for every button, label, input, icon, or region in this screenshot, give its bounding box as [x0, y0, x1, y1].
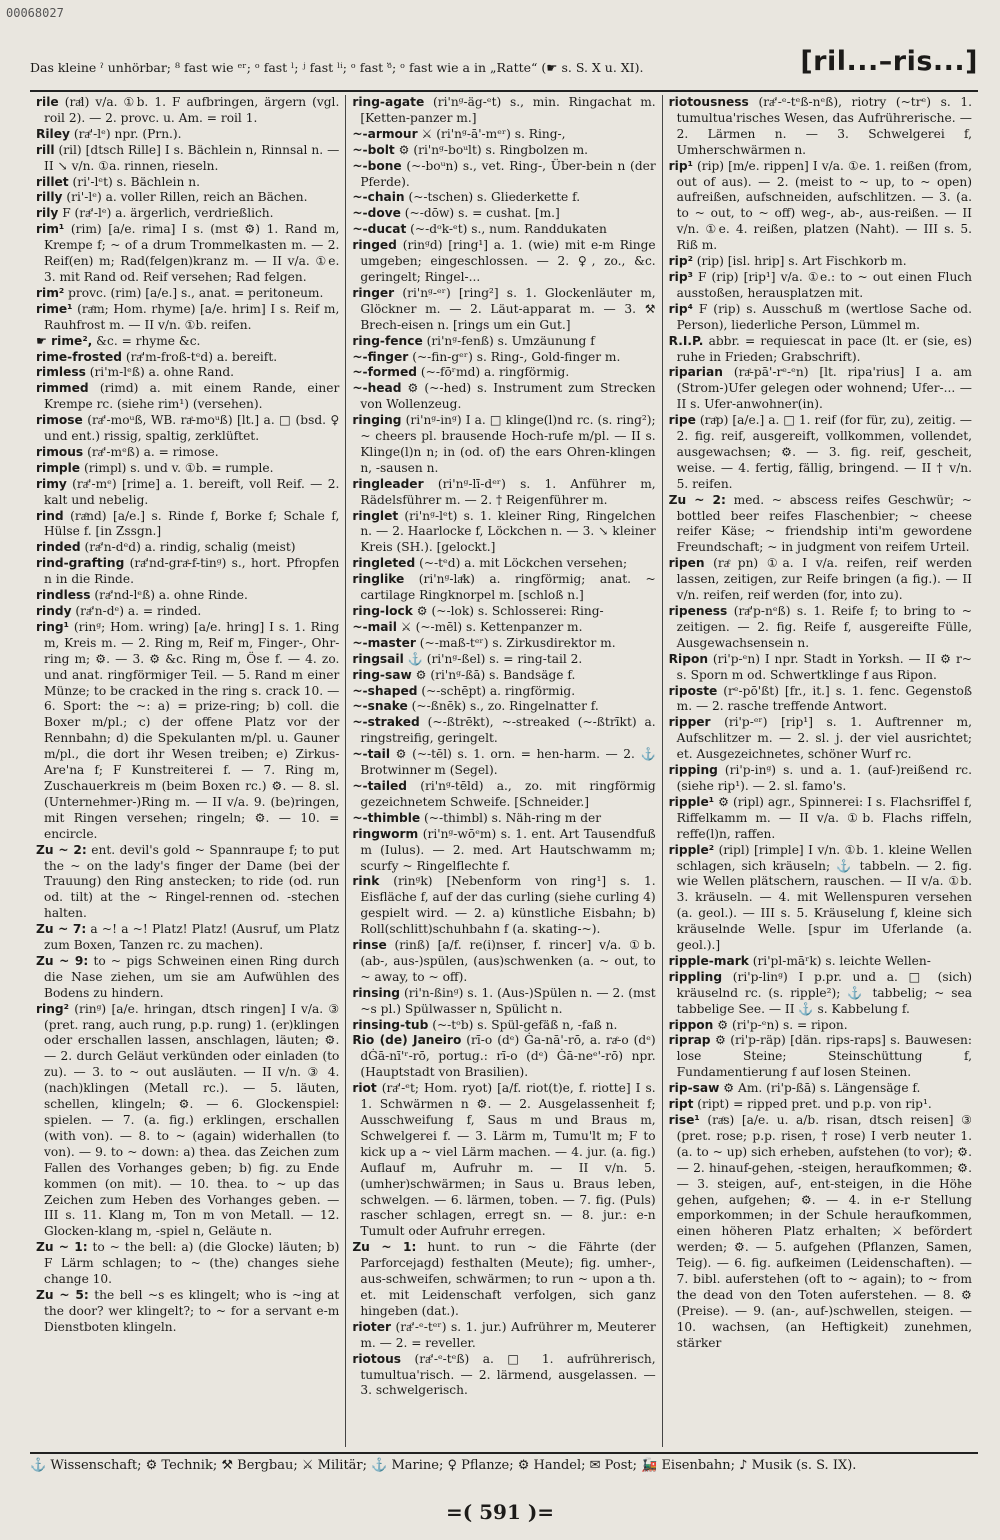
dictionary-entry: [352, 1081, 655, 1240]
dictionary-entry: [352, 620, 655, 636]
headword: ringsail: [352, 651, 404, 666]
definition: (raͤ'-ᵉ-tᵉʳ) s. 1. jur.) Aufrührer m, Meuterer m. — 2. = reveller.: [360, 1319, 656, 1350]
headword: ripe: [668, 413, 696, 428]
definition: F (rip) [rip¹] v/a. ①e.: to ~ out einen Fluch ausstoßen, herausplatzen mit.: [676, 269, 972, 300]
dictionary-entry: [36, 222, 339, 286]
column-2: [346, 95, 662, 1447]
headword: rily: [36, 206, 59, 221]
dictionary-entry: [669, 1097, 972, 1113]
headword: riposte: [668, 683, 718, 698]
definition: (raͤ'n-dᵉd) a. rindig, schalig (meist): [84, 540, 296, 555]
dictionary-entry: [352, 1240, 655, 1320]
dictionary-entry: [36, 127, 339, 143]
definition: (~-boᵘn) s., vet. Ring-, Über-bein n (der Pferde).: [360, 158, 656, 189]
definition: (ri'nᵍ-laͤk) a. ringförmig; anat. ~ cartilage Ringknorpel m. [schloß n.]: [360, 572, 656, 603]
headword: Zu ~ 1:: [36, 1240, 88, 1255]
headword: ring-agate: [352, 95, 425, 109]
headword: ~-head: [352, 381, 402, 396]
headword: rime¹: [36, 301, 73, 316]
headword: rink: [352, 874, 380, 889]
dictionary-entry: [669, 715, 972, 763]
headword: riot: [352, 1081, 377, 1096]
headword: rimple: [36, 460, 81, 475]
headword: ripple²: [668, 842, 715, 857]
definition: (raͤ'nd-lᵉß) a. ohne Rinde.: [94, 588, 248, 603]
dictionary-entry: [36, 206, 339, 222]
definition: (ri'nᵍ-äg-ᵉt) s., min. Ringachat m. [Ketten-panzer m.]: [360, 95, 656, 125]
dictionary-entry: [36, 95, 339, 127]
headword: rip-saw: [668, 1081, 720, 1096]
dictionary-entry: [352, 334, 655, 350]
headword: ripeness: [668, 604, 728, 618]
headword: riprap: [668, 1033, 711, 1048]
headword: Riley: [36, 126, 70, 141]
definition: (~-ßtrēkt), ~-streaked (~-ßtrīkt) a. ringstreifig, geringelt.: [360, 715, 656, 746]
definition: ⚓ (ri'nᵍ-ßel) s. = ring-tail 2.: [407, 651, 583, 666]
headword: rile: [36, 95, 59, 109]
dictionary-entry: [352, 572, 655, 604]
headword: rindy: [36, 604, 72, 618]
dictionary-entry: [669, 95, 972, 159]
dictionary-entry: [36, 620, 339, 843]
dictionary-entry: [352, 143, 655, 159]
headword: rill: [36, 142, 55, 157]
definition: (~-tschen) s. Gliederkette f.: [408, 190, 581, 205]
definition: ⚔ (~-mēl) s. Kettenpanzer m.: [400, 619, 583, 634]
headword: ~-snake: [352, 699, 408, 714]
headword: ~-bone: [352, 158, 402, 173]
headword: ringer: [352, 285, 395, 300]
dictionary-entry: [352, 652, 655, 668]
headword: ringworm: [352, 826, 419, 841]
definition: (ri'-lᵉt) s. Bächlein n.: [72, 174, 200, 189]
dictionary-entry: [36, 365, 339, 381]
definition: (raͤ'-lᵉ) npr. (Prn.).: [73, 126, 182, 141]
dictionary-entry: [36, 1002, 339, 1241]
definition: (ri'nᵍ-tēld) a., zo. mit ringförmig gezeichnetem Schweife. [Schneider.]: [360, 778, 656, 809]
dictionary-entry: [669, 270, 972, 302]
definition: (ri'nᵍ-wōᵉm) s. 1. ent. Art Tausendfuß m (Iulus). — 2. med. Art Hautschwamm m; scurfy ~ Ringelflechte f.: [360, 826, 656, 873]
headword: ring-saw: [352, 667, 412, 682]
dictionary-entry: [352, 1352, 655, 1400]
headword: ~-straked: [352, 715, 420, 730]
dictionary-entry: [352, 95, 655, 127]
definition: hunt. to run ~ die Fährte (der Parforcejagd) festhalten (Meute); fig. umher-, aus-schweifen, schwärmen; to run ~ upon a th. et. mit Leidenschaft verfolgen, sich ganz hingeben (dat.).: [360, 1240, 656, 1318]
headword: R.I.P.: [668, 333, 704, 348]
definition: (raͤ'-moᵘß, WB. raͤ-moᵘß) [lt.] a. □ (bsd. ♀ und ent.) rissig, spaltig, zerklüftet.: [44, 413, 340, 444]
dictionary-entry: [352, 159, 655, 191]
dictionary-entry: [36, 588, 339, 604]
definition: (raͤm; Hom. rhyme) [a/e. hrim] I s. Reif m, Rauhfrost m. — II v/n. ①b. reifen.: [44, 301, 340, 332]
headword: ring-lock: [352, 604, 413, 618]
headword: ripple-mark: [668, 953, 749, 968]
definition: (~-schēpt) a. ringförmig.: [421, 683, 576, 698]
dictionary-entry: [669, 493, 972, 557]
dictionary-entry: [352, 668, 655, 684]
definition: F (rip) s. Ausschuß m (wertlose Sache od. Person), liederliche Person, Lümmel m.: [676, 301, 972, 332]
guide-words: [ril...–ris...]: [800, 46, 978, 77]
definition: (ri'nᵍ-fenß) s. Umzäunung f: [426, 333, 595, 348]
definition: (ri'nᵍ-ᵉʳ) [ring²] s. 1. Glockenläuter m, Glöckner m. — 2. Läut-apparat m. — 3. ⚒ Brech-eisen n. [rings um ein Gut.]: [360, 285, 656, 332]
headword: ringing: [352, 413, 402, 428]
column-1: [30, 95, 346, 1447]
definition: (ri'p-ᵉʳ) [rip¹] s. 1. Auftrenner m, Aufschlitzer m. — 2. sl. j. der viel ausrichtet; et. Ausgezeichnetes, schöner Wurf rc.: [676, 715, 972, 762]
definition: the bell ~s es klingelt; who is ~ing at the door? wer klingelt?; to ~ for a servant e-m Dienstboten klingeln.: [44, 1287, 340, 1334]
headword: ripen: [668, 556, 705, 571]
definition: ⚙ Am. (ri'p-ßā) s. Längensäge f.: [723, 1081, 921, 1096]
dictionary-entry: [36, 954, 339, 1002]
dictionary-entry: [352, 365, 655, 381]
dictionary-entry: [36, 175, 339, 191]
dictionary-columns: [30, 95, 978, 1447]
headword: rip⁴: [668, 301, 693, 316]
headword: rind: [36, 508, 64, 523]
headword: rip¹: [668, 158, 693, 173]
dictionary-entry: [352, 190, 655, 206]
dictionary-entry: [669, 159, 972, 254]
dictionary-entry: [36, 540, 339, 556]
dictionary-entry: [352, 986, 655, 1018]
dictionary-entry: [352, 477, 655, 509]
headword: ring¹: [36, 619, 69, 634]
dictionary-entry: [352, 1033, 655, 1081]
definition: &c. = rhyme &c.: [96, 333, 201, 348]
definition: (rinᵍ) [a/e. hringan, dtsch ringen] I v/a. ③ (pret. rang, auch rung, p.p. rung) 1. (er)klingen oder erschallen lassen, anschlagen, läuten; ⚙. — 2. durch Geläut verkünden oder einladen (to zu). — 3. to ~ out ausläuten. — II v/n. ③ 4. (nach)klingen (Metall rc.). — 5. läuten, schellen, klingeln; ⚙. — 6. Glockenspiel: spielen. — 7. (a. fig.) erklingen, erschallen (with von). — 8. to ~ (again) widerhallen (to von). — 9. to ~ down: a) thea. das Zeichen zum Fallen des Vorhanges geben; b) fig. zu Ende kommen (on mit). — 10. thea. to ~ up das Zeichen zum Heben des Vorhanges geben. — III s. 11. Klang m, Ton m von Metall. — 12. Glocken-klang m, -spiel n, Geläute n.: [44, 1001, 340, 1239]
headword: ~-mail: [352, 619, 397, 634]
dictionary-entry: [36, 461, 339, 477]
definition: (raͤ'-mᵉß) a. = rimose.: [87, 444, 219, 459]
headword: Ripon: [668, 651, 708, 666]
dictionary-entry: [352, 827, 655, 875]
dictionary-entry: [669, 302, 972, 334]
definition: ⚙ (~-tēl) s. 1. orn. = hen-harm. — 2. ⚓ Brotwinner m (Segel).: [360, 747, 656, 778]
footer-rule: [30, 1452, 978, 1454]
definition: (ri'p-linᵍ) I p.pr. und a. □ (sich) kräuselnd rc. (s. ripple²); ⚓ tabbelig; ~ sea tabbelige See. — II ⚓ s. Kabbelung f.: [676, 969, 972, 1016]
definition: ent. devil's gold ~ Spannraupe f; to put the ~ on the lady's finger der Dame (bei der Trauung) den Ring anstecken; to ride (od. run od. tilt) at the ~ Ringel-rennen od. -stechen halten.: [44, 842, 340, 921]
headword: rind-grafting: [36, 556, 125, 571]
dictionary-entry: [352, 699, 655, 715]
dictionary-entry: [669, 334, 972, 366]
definition: ⚙ (ri'p-ᵉn) s. = ripon.: [717, 1017, 848, 1032]
definition: (raͤ'-ᵉ-tᵉß-nᵉß), riotry (~trᵉ) s. 1. tumultua'risches Wesen, das Aufrührerische. — 2. Lärmen n. — 3. Schwelgerei f, Umherschwärmen n.: [676, 95, 972, 157]
dictionary-entry: [669, 365, 972, 413]
dictionary-entry: [352, 779, 655, 811]
definition: (~-dōw) s. = cushat. [m.]: [404, 206, 560, 221]
definition: (ri'nᵍ-lᵉt) s. 1. kleiner Ring, Ringelchen n. — 2. Haarlocke f, Löckchen n. — 3. ↘ kleiner Kreis (SH.). [gelockt.]: [360, 508, 656, 555]
dictionary-entry: [36, 843, 339, 923]
headword: rippling: [668, 969, 723, 984]
definition: (rinᵍ; Hom. wring) [a/e. hring] I s. 1. Ring m, Kreis m. — 2. Ring m, Reif m, Finger-, Ohr-ring m; ⚙. — 3. ⚙ &c. Ring m, Öse f. — 4. zo. und anat. ringförmiger Teil. — 5. Rand m einer Münze; to be cracked in the ring s. crack 10. — 6. Sport: the ~: a) = prize-ring; b) coll. die Boxer m/pl.; c) der offene Platz vor der Rennbahn; d) die Spekulanten m/pl. u. Gauner m/pl., die dort ihr Wesen treiben; e) Zirkus-Are'na f; F Kunstreiterei f. — 7. Ring m, Zuschauerkreis m (beim Boxen rc.) ⚙. — 8. sl. (Unternehmer-)Ring m. — II v/a. 9. (be)ringen, mit Ringen versehen; ringeln; ⚙. — 10. = encircle.: [44, 619, 340, 841]
dictionary-entry: [36, 413, 339, 445]
definition: abbr. = requiescat in pace (lt. er (sie, es) ruhe in Frieden; Grabschrift).: [676, 333, 972, 364]
definition: (raͤl) v/a. ①b. 1. F aufbringen, ärgern (vgl. roil 2). — 2. provc. u. Am. = roil 1.: [44, 95, 340, 125]
dictionary-entry: [36, 381, 339, 413]
definition: (ril) [dtsch Rille] I s. Bächlein n, Rinnsal n. — II ↘ v/n. ①a. rinnen, rieseln.: [44, 142, 340, 173]
headword: Zu ~ 2:: [668, 492, 726, 507]
definition: (ript) = ripped pret. und p.p. von rip¹.: [697, 1097, 932, 1112]
headword: rinsing-tub: [352, 1017, 429, 1032]
definition: (raͤp) [a/e.] a. □ 1. reif (for für, zu), zeitig. — 2. fig. reif, ausgereift, vollkommen, vollendet, ausgewachsen; ⚙. — 3. fig. reif, gescheit, weise. — 4. fertig, fällig, bringend. — II † v/n. 5. reifen.: [676, 413, 972, 491]
headword: ~-armour: [352, 126, 418, 141]
dictionary-entry: [352, 381, 655, 413]
headword: rioter: [352, 1319, 391, 1334]
definition: (raͤs) [a/e. u. a/b. risan, dtsch reisen] ③ (pret. rose; p.p. risen, † rose) I verb neuter 1. (a. to ~ up) sich erheben, aufstehen (to vor); ⚙. — 2. hinauf-gehen, -steigen, heraufkommen; ⚙. — 3. steigen, auf-, ent-steigen, in die Höhe gehen, aufgehen; ⚙. — 4. in e-r Stellung emporkommen; in der Schule heraufkommen, einen höheren Platz erhalten; ⚔ befördert werden; ⚙. — 5. aufgehen (Pflanzen, Samen, Teig). — 6. fig. aufkeimen (Leidenschaften). — 7. bibl. auferstehen (oft to ~ again); to ~ from the dead von den Toten auferstehen. — 8. ⚙ (Preise). — 9. (an-, auf-)schwellen, steigen. — 10. wachsen, (an Heftigkeit) zunehmen, stärker: [676, 1113, 972, 1350]
headword: ☛ rime²,: [36, 333, 93, 348]
headword: ~-finger: [352, 349, 409, 364]
column-3: [663, 95, 978, 1447]
definition: ⚙ (~-lok) s. Schlosserei: Ring-: [416, 604, 604, 618]
dictionary-entry: [669, 843, 972, 954]
definition: (ri'nᵍ-inᵍ) I a. □ klinge(l)nd rc. (s. ring²); ~ cheers pl. brausende Hoch-rufe m/pl. — II s. Klinge(l)n n; in (od. of) the ears Ohren-klingen n, -sausen n.: [360, 413, 656, 475]
dictionary-entry: [36, 477, 339, 509]
headword: Zu ~ 7:: [36, 922, 87, 937]
headword: rinse: [352, 938, 387, 953]
dictionary-entry: [669, 763, 972, 795]
dictionary-entry: [669, 652, 972, 684]
headword: Zu ~ 1:: [352, 1240, 417, 1255]
headword: rimose: [36, 413, 83, 428]
headword: ~-tail: [352, 747, 391, 762]
headword: rim²: [36, 285, 65, 300]
dictionary-entry: [36, 1288, 339, 1336]
definition: (raͤ'-mᵉ) [rime] a. 1. bereift, voll Reif. — 2. kalt und nebelig.: [44, 476, 340, 507]
headword: ring-fence: [352, 333, 423, 348]
definition: a ~! a ~! Platz! Platz! (Ausruf, um Platz zum Boxen, Tanzen rc. zu machen).: [44, 922, 340, 953]
dictionary-entry: [352, 604, 655, 620]
headword: rime-frosted: [36, 349, 122, 364]
headword: ~-thimble: [352, 810, 421, 825]
headword: ring²: [36, 1001, 69, 1016]
definition: (raͤ'n-dᵉ) a. = rinded.: [75, 604, 202, 618]
definition: (ri'm-lᵉß) a. ohne Rand.: [89, 365, 234, 380]
dictionary-entry: [669, 604, 972, 652]
headword: ~-formed: [352, 365, 417, 380]
definition: (~-fin-gᵉʳ) s. Ring-, Gold-finger m.: [412, 349, 621, 364]
definition: (~-fōʳmd) a. ringförmig.: [420, 365, 570, 380]
definition: provc. (rim) [a/e.] s., anat. = peritoneum.: [68, 285, 324, 300]
definition: (rip) [isl. hrip] s. Art Fischkorb m.: [696, 254, 907, 269]
dictionary-entry: [352, 874, 655, 938]
dictionary-entry: [352, 286, 655, 334]
definition: (~-dᵒk-ᵉt) s., num. Randdukaten: [410, 222, 607, 237]
definition: (raͤ-pā'-rᵉ-ᵉn) [lt. ripa'rius] I a. am (Strom-)Ufer gelegen oder wohnend; Ufer-... — II s. Ufer-anwohner(in).: [676, 365, 972, 412]
dictionary-entry: [36, 190, 339, 206]
dictionary-entry: [352, 238, 655, 286]
definition: (rī-o (dᵉ) Ġa-nā'-rō, a. raͤ-o (dᵉ) dĠā-nī'ʳ-rō, portug.: rī-o (dᵉ) Ġā-neᵉ'-rō) npr. (Hauptstadt von Brasilien).: [360, 1033, 656, 1080]
definition: (ri'nᵍ-lī-dᵉʳ) s. 1. Anführer m, Rädelsführer m. — 2. † Reigenführer m.: [360, 476, 656, 507]
definition: (~-tᵒb) s. Spül-gefäß n, -faß n.: [432, 1017, 618, 1032]
headword: ~-bolt: [352, 142, 395, 157]
dictionary-entry: [352, 1018, 655, 1034]
definition: (rinß) [a/f. re(i)nser, f. rincer] v/a. ①b. (ab-, aus-)spülen, (aus)schwenken (a. ~ out, to ~ away, to ~ off).: [360, 938, 656, 984]
definition: to ~ the bell: a) (die Glocke) läuten; b) F Lärm schlagen; to ~ (the) changes siehe change 10.: [44, 1240, 340, 1287]
dictionary-entry: [669, 1113, 972, 1352]
dictionary-entry: [352, 684, 655, 700]
dictionary-entry: [36, 604, 339, 620]
definition: to ~ pigs Schweinen einen Ring durch die Nase ziehen, um sie am Aufwühlen des Bodens zu hindern.: [44, 953, 340, 1000]
dictionary-entry: [669, 795, 972, 843]
headword: rinsing: [352, 985, 401, 1000]
headword: ~-ducat: [352, 222, 407, 237]
dictionary-entry: [669, 970, 972, 1018]
symbol-legend: ⚓ Wissenschaft; ⚙ Technik; ⚒ Bergbau; ⚔ Militär; ⚓ Marine; ♀ Pflanze; ⚙ Handel; ✉ Post; 🚂 Eisenbahn; ♪ Musik (s. S. IX).: [30, 1458, 857, 1473]
headword: ringlike: [352, 572, 405, 587]
headword: rimous: [36, 444, 84, 459]
dictionary-entry: [352, 747, 655, 779]
dictionary-entry: [669, 254, 972, 270]
dictionary-entry: [669, 954, 972, 970]
dictionary-entry: [36, 445, 339, 461]
dictionary-entry: [669, 1033, 972, 1081]
headword: rip²: [668, 254, 693, 269]
definition: (ri'p-ᵉn) I npr. Stadt in Yorksh. — II ⚙ r~ s. Sporn m od. Schwertklinge f aus Ripon.: [676, 651, 972, 682]
dictionary-entry: [352, 350, 655, 366]
headword: rillet: [36, 174, 69, 189]
definition: (~-thimbl) s. Näh-ring m der: [424, 810, 602, 825]
definition: (raͤ pn) ①a. I v/a. reifen, reif werden lassen, zeitigen, zur Reife bringen (a fig.). — II v/n. reifen, reif werden (for, into zu).: [676, 556, 972, 603]
definition: (rimd) a. mit einem Rande, einer Krempe rc. (siehe rim¹) (versehen).: [44, 381, 340, 412]
headword: rindless: [36, 588, 91, 603]
headword: Rio (de) Janeiro: [352, 1033, 462, 1048]
headword: ripple¹: [668, 794, 715, 809]
dictionary-entry: [36, 286, 339, 302]
dictionary-entry: [36, 302, 339, 334]
definition: ⚙ (ri'p-räp) [dän. rips-raps] s. Bauwesen: lose Steine; Steinschüttung f, Fundamentierung f auf losen Steinen.: [676, 1033, 972, 1080]
definition: F (raͤ'-lᵉ) a. ärgerlich, verdrießlich.: [62, 206, 274, 221]
headword: ringleted: [352, 556, 416, 571]
page-id: 00068027: [6, 6, 64, 20]
definition: (ri'p-inᵍ) s. und a. 1. (auf-)reißend rc. (siehe rip¹). — 2. sl. famo's.: [676, 763, 972, 793]
header-rule: [30, 90, 978, 92]
dictionary-entry: [36, 350, 339, 366]
headword: rimy: [36, 476, 67, 491]
dictionary-entry: [352, 556, 655, 572]
definition: (rim) [a/e. rima] I s. (mst ⚙) 1. Rand m, Krempe f; ~ of a drum Trommelkasten m. — 2. Reif(en) m; Rad(felgen)kranz m. — II v/a. ①e. 3. mit Rand od. Reif versehen; Rad felgen.: [44, 222, 340, 284]
definition: (rinᵍk) [Nebenform von ring¹] s. 1. Eisfläche f, auf der das curling (siehe curling 4) gespielt wird. — 2. a) künstliche Eisbahn; b) Roll(schlitt)schuhbahn f (a. skating-~).: [360, 874, 656, 937]
dictionary-entry: [352, 509, 655, 557]
headword: rilly: [36, 190, 63, 205]
headword: ripping: [668, 763, 718, 778]
headword: Zu ~ 5:: [36, 1287, 89, 1302]
headword: rimless: [36, 365, 86, 380]
definition: (ri'pl-māʳk) s. leichte Wellen-: [752, 953, 931, 968]
dictionary-entry: [669, 556, 972, 604]
definition: (rimpl) s. und v. ①b. = rumple.: [83, 460, 274, 475]
definition: (rinᵍd) [ring¹] a. 1. (wie) mit e-m Ringe umgeben; eingeschlossen. — 2. ♀, zo., &c. geringelt; Ringel-...: [360, 238, 656, 284]
dictionary-entry: [352, 938, 655, 986]
headword: rise¹: [668, 1113, 700, 1127]
headword: ript: [668, 1097, 694, 1112]
dictionary-entry: [36, 143, 339, 175]
dictionary-entry: [669, 1081, 972, 1097]
dictionary-entry: [36, 509, 339, 541]
definition: (~-ßnēk) s., zo. Ringelnatter f.: [411, 699, 599, 714]
definition: (raͤ'm-froß-tᵉd) a. bereift.: [125, 349, 278, 364]
headword: rimmed: [36, 381, 89, 396]
definition: (rᵉ-pō'ßt) [fr., it.] s. 1. fenc. Gegenstoß m. — 2. rasche treffende Antwort.: [676, 683, 972, 714]
dictionary-entry: [352, 206, 655, 222]
page-number: =( 591 )=: [445, 1500, 555, 1524]
definition: (ri'n-ßinᵍ) s. 1. (Aus-)Spülen n. — 2. (mst ~s pl.) Spülwasser n, Spülicht n.: [360, 985, 656, 1016]
headword: rim¹: [36, 222, 65, 237]
dictionary-entry: [352, 1320, 655, 1352]
dictionary-entry: [352, 222, 655, 238]
definition: (rip) [m/e. rippen] I v/a. ①e. 1. reißen (from, out of aus). — 2. (meist to ~ up, to ~ open) aufreißen, aufschneiden, aufschlitzen. — 3. (a. to ~ out, to ~ off) weg-, ab-, aus-reißen. — II v/n. ①e. 4. reißen, platzen (Naht). — III s. 5. Riß m.: [676, 158, 972, 253]
dictionary-entry: [669, 413, 972, 493]
dictionary-entry: [352, 636, 655, 652]
headword: riotousness: [668, 95, 749, 109]
definition: ⚙ (ripl) agr., Spinnerei: I s. Flachsriffel f, Riffelkamm m. — II v/a. ①b. Flachs riffeln, reffe(l)n, raffen.: [676, 794, 972, 841]
headword: ringed: [352, 238, 397, 253]
dictionary-entry: [36, 1240, 339, 1288]
dictionary-entry: [352, 715, 655, 747]
definition: (raͤ'p-nᵉß) s. 1. Reife f; to bring to ~ zeitigen. — 2. fig. Reife f, ausgereifte Fülle, Ausgewachsensein n.: [676, 604, 972, 650]
headword: rip³: [668, 269, 693, 284]
headword: ~-tailed: [352, 778, 407, 793]
definition: ⚙ (ri'nᵍ-ßā) s. Bandsäge f.: [415, 667, 576, 682]
page-header: [30, 46, 978, 94]
headword: ~-master: [352, 635, 416, 650]
definition: (~-maß-tᵉʳ) s. Zirkusdirektor m.: [419, 635, 616, 650]
headword: ~-chain: [352, 190, 405, 205]
definition: med. ~ abscess reifes Geschwür; ~ bottled beer reifes Flaschenbier; ~ cheese reifer Käse; ~ friendship inti'm gewordene Freundschaft; ~ in judgment von reifem Urteil.: [676, 492, 972, 555]
headword: ~-dove: [352, 206, 401, 221]
headword: riotous: [352, 1351, 402, 1366]
definition: (raͤnd) [a/e.] s. Rinde f, Borke f; Schale f, Hülse f. [in Zssgn.]: [44, 508, 340, 539]
definition: ⚙ (ri'nᵍ-boᵘlt) s. Ringbolzen m.: [398, 142, 589, 157]
dictionary-entry: [352, 413, 655, 477]
headword: rippon: [668, 1017, 714, 1032]
headword: Zu ~ 9:: [36, 953, 89, 968]
headword: riparian: [668, 365, 723, 380]
dictionary-entry: [352, 127, 655, 143]
definition: (~-tᵉd) a. mit Löckchen versehen;: [419, 556, 628, 571]
definition: ⚔ (ri'nᵍ-ā'-mᵉʳ) s. Ring-,: [421, 126, 566, 141]
dictionary-entry: [352, 811, 655, 827]
dictionary-entry: [36, 556, 339, 588]
headword: ringleader: [352, 476, 424, 491]
definition: (raͤ'-ᵉ-tᵉß) a. □ 1. aufrührerisch, tumultua'risch. — 2. lärmend, ausgelassen. — 3. schwelgerisch.: [360, 1351, 656, 1398]
dictionary-entry: [669, 1018, 972, 1034]
definition: (raͤ'-ᵉt; Hom. ryot) [a/f. riot(t)e, f. riotte] I s. 1. Schwärmen n ⚙. — 2. Ausgelassenheit f; Ausschweifung f, Saus m und Braus m, Schwelgerei f. — 3. Lärm m, Tumu'lt m; F to kick up a ~ viel Lärm machen. — 4. jur. (a. fig.) Auflauf m, Aufruhr m. — II v/n. 5. (umher)schwärmen; in Saus u. Braus leben, schwelgen. — 6. lärmen, toben. — 7. fig. (Puls) rascher schlagen, erregt sn. — 8. jur.: e-n Tumult oder Aufruhr erregen.: [360, 1081, 656, 1239]
definition: (ri'-lᵉ) a. voller Rillen, reich an Bächen.: [66, 190, 308, 205]
headword: Zu ~ 2:: [36, 842, 87, 857]
headword: ripper: [668, 715, 711, 730]
definition: ⚙ (~-hed) s. Instrument zum Strecken von Wollenzeug.: [360, 381, 656, 412]
definition: (raͤ'nd-graͤ-f-tinᵍ) s., hort. Pfropfen n in die Rinde.: [44, 556, 340, 587]
definition: (ripl) [rimple] I v/n. ①b. 1. kleine Wellen schlagen, sich kräuseln; ⚓ tabbeln. — 2. fig. wie Wellen plätschern, rauschen. — II v/a. ①b. 3. kräuseln. — 4. mit Wellenspuren versehen (a. geol.). — III s. 5. Kräuselung f, kleine sich kräuselnde Welle. [spur im Uferlande (a. geol.).]: [676, 842, 972, 953]
pronunciation-key: Das kleine ˀ unhörbar; ⁸ fast wie ᵉʳ; ᵒ fast ˡ; ʲ fast ˡⁱ; ᵒ fast ᵒ̈; ᵒ fast wie a in „Ratte“ (☛ s. S. X u. XI).: [30, 60, 644, 75]
headword: ~-shaped: [352, 683, 418, 698]
dictionary-entry: [36, 922, 339, 954]
dictionary-entry: [669, 684, 972, 716]
dictionary-entry: [36, 334, 339, 350]
headword: rinded: [36, 540, 81, 555]
headword: ringlet: [352, 508, 399, 523]
